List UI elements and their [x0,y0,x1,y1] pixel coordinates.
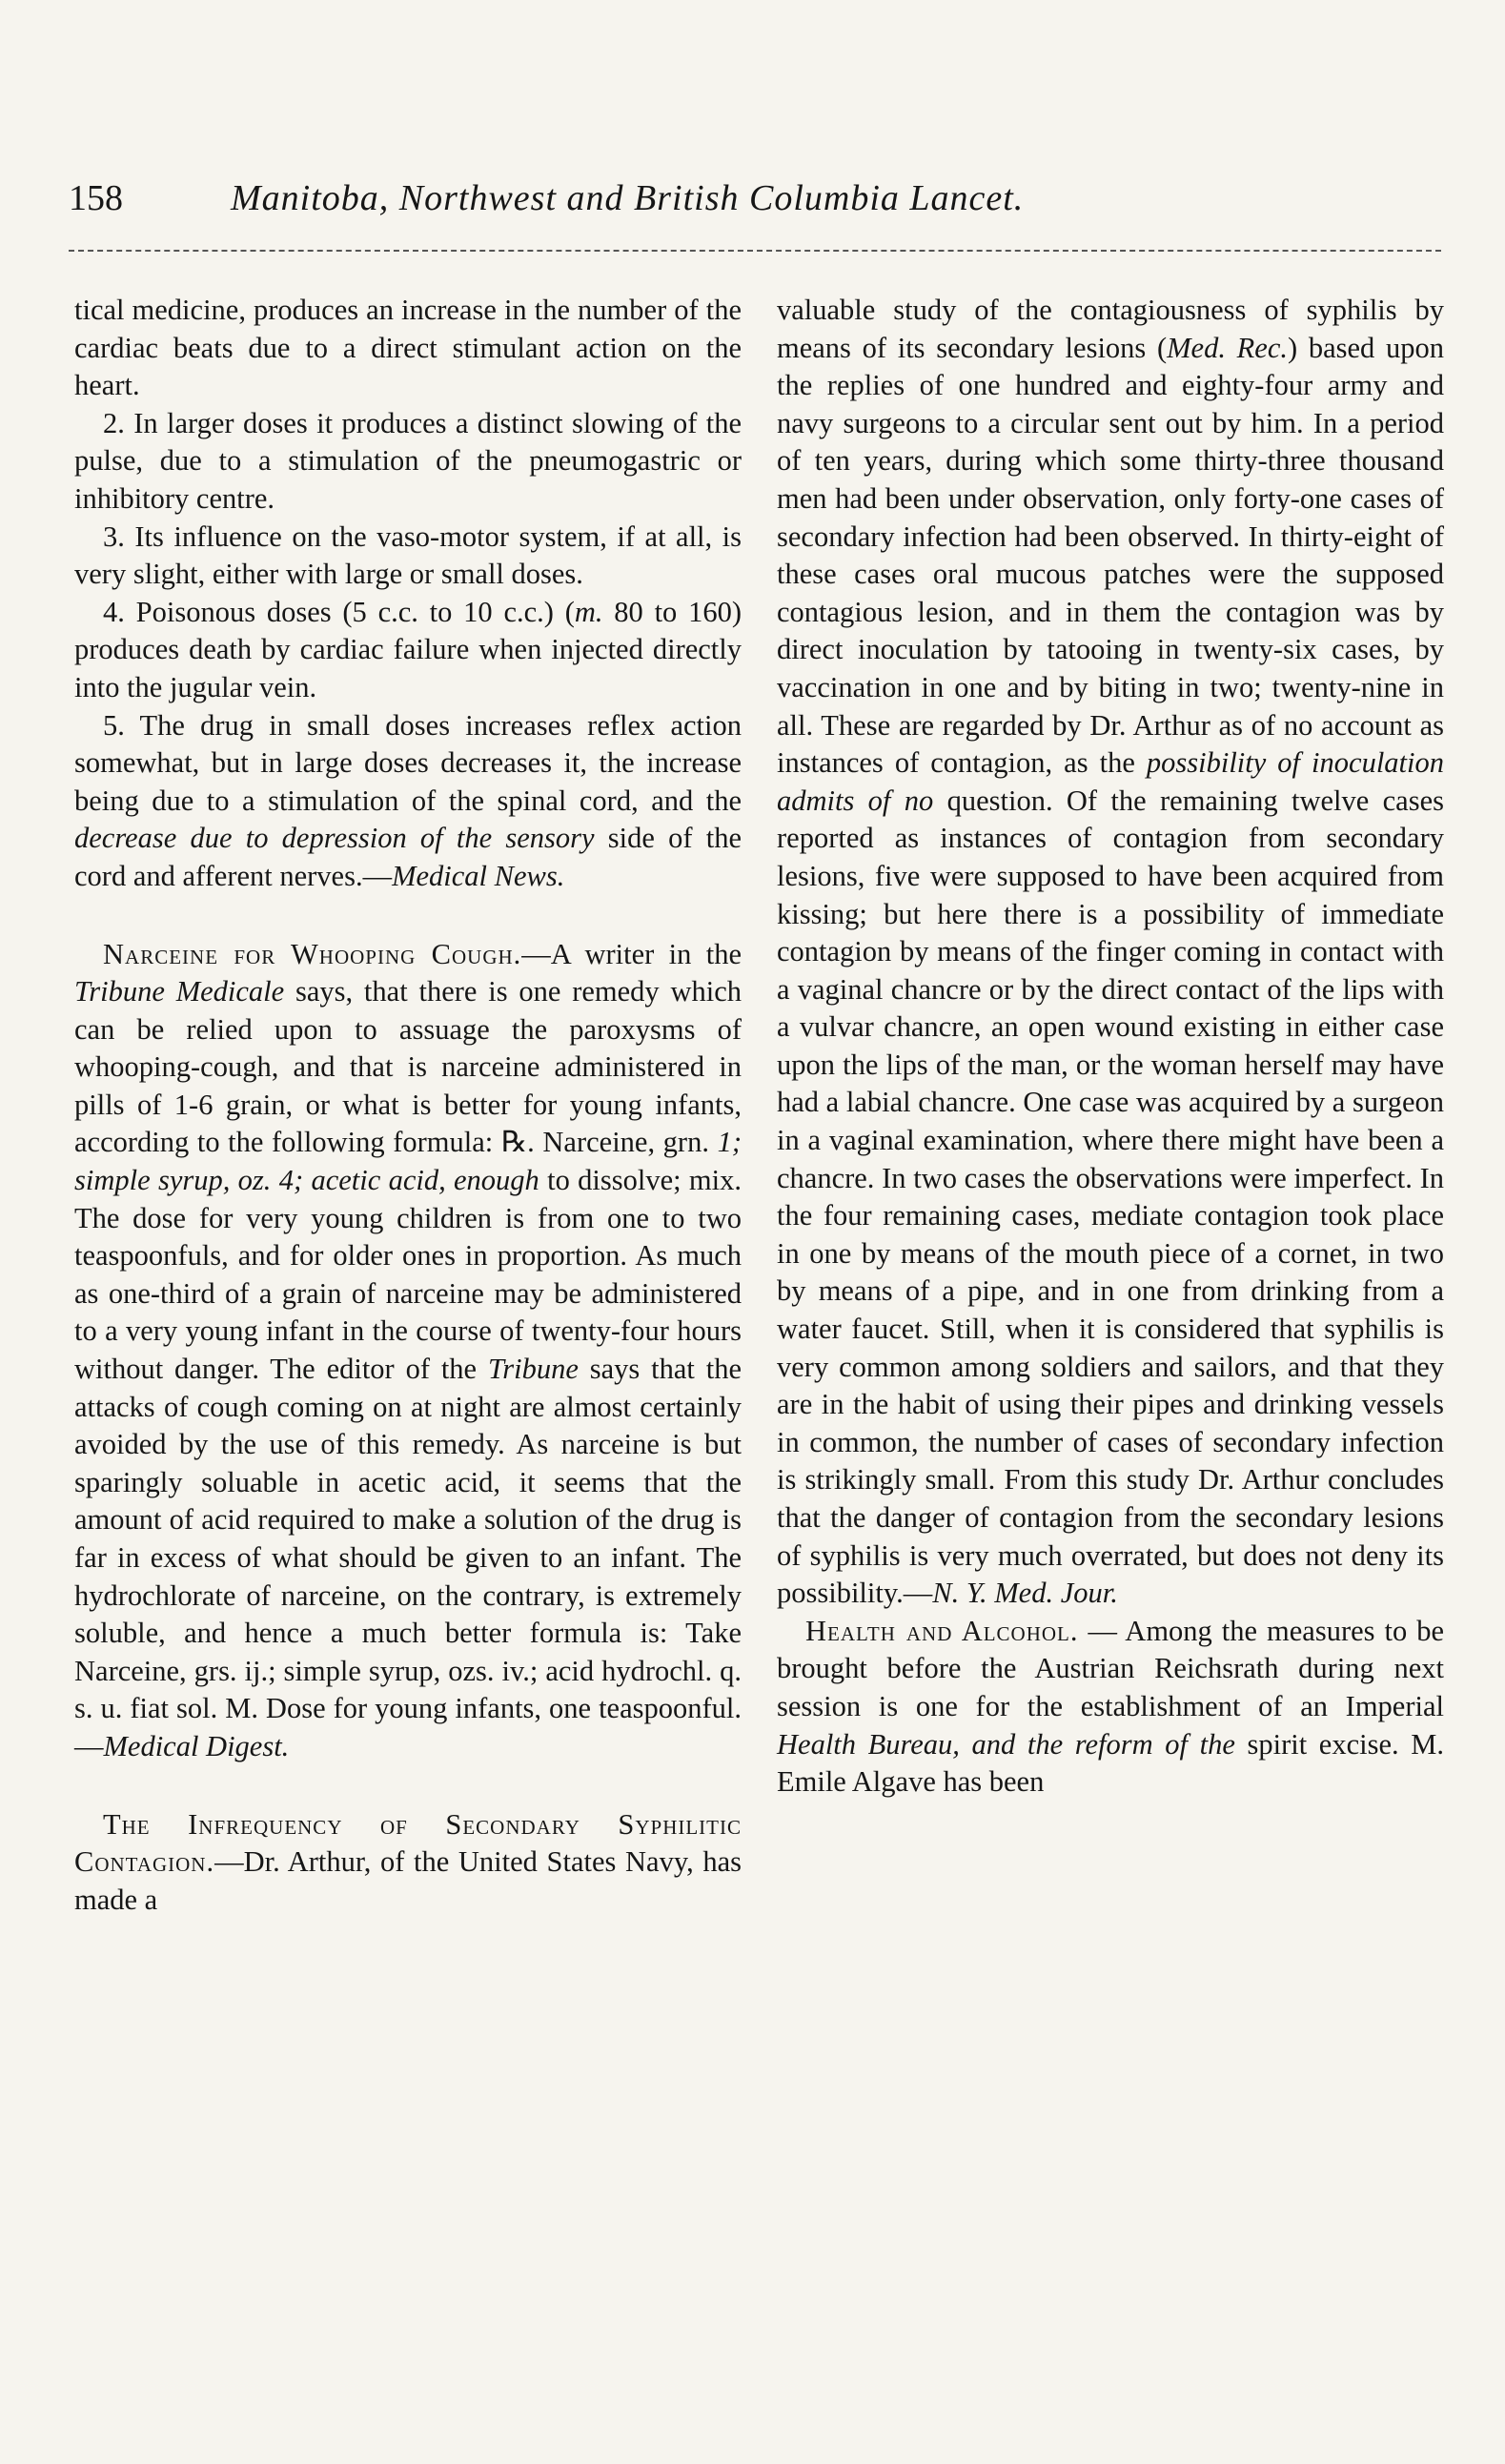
running-title: Manitoba, Northwest and British Columbia Lancet. [231,178,1025,218]
article-narceine: Narceine for Whooping Cough.—A writer in the Tribune Medicale says, that there is one remedy which can be relied upon to assuage the paroxysms of whooping-cough, and that is narceine administered in pills of 1-6 grain, or what is better for young infants, according to the following formula: ℞. Narceine, grn. 1; simple syrup, oz. 4; acetic acid, enough to dissolve; mix. The dose for very young children is from one to two teaspoonfuls, and for older ones in proportion. As much as one-third of a grain of narceine may be administered to a very young infant in the course of twenty-four hours without danger. The editor of the Tribune says that the attacks of cough coming on at night are almost certainly avoided by the use of this remedy. As narceine is but sparingly soluable in acetic acid, it seems that the amount of acid required to make a solution of the drug is far in excess of what should be given to an infant. The hydrochlorate of narceine, on the contrary, is extremely soluble, and hence a much better formula is: Take Narceine, grs. ij.; simple syrup, ozs. iv.; acid hydrochl. q. s. u. fiat sol. M. Dose for young infants, one teaspoonful.—Medical Digest. [74,937,742,1762]
article-health-alcohol: Health and Alcohol. — Among the measures to be brought before the Austrian Reichsrath during next session is one for the establishment of an Imperial Health Bureau, and the reform of the spirit excise. M. Emile Algave has been [777,1614,1444,1799]
article-heading: Health and Alcohol. [805,1614,1079,1647]
article-heading: The Infrequency of Secondary Syphilitic Contagion. [74,1807,742,1879]
source-citation: Medical Digest. [103,1729,290,1762]
page-number: 158 [69,178,123,218]
source-citation: N. Y. Med. Jour. [932,1577,1118,1610]
paragraph-item-4: 4. Poisonous doses (5 c.c. to 10 c.c.) (m. 80 to 160) produces death by cardiac failure when injected directly into the jugular vein. [74,595,742,703]
left-column [74,292,742,1919]
header-rule [69,250,1441,252]
paragraph-item-3: 3. Its influence on the vaso-motor system, if at all, is very slight, either with large or small doses. [74,519,742,591]
article-infrequency-continued: valuable study of the contagiousness of syphilis by means of its secondary lesions (Med. Rec.) based upon the replies of one hundred and eighty-four army and navy surgeons to a circular sent out by him. In a period of ten years, during which some thirty-three thousand men had been under observation, only forty-one cases of secondary infection had been observed. In thirty-eight of these cases oral mucous patches were the supposed contagious lesion, and in them the contagion was by direct inoculation by tatooing in twenty-six cases, by vaccination in one and by biting in two; twenty-nine in all. These are regarded by Dr. Arthur as of no account as instances of contagion, as the possibility of inoculation admits of no question. Of the remaining twelve cases reported as instances of contagion from secondary lesions, five were supposed to have been acquired from kissing; but here there is a possibility of immediate contagion by means of the finger coming in contact with a vaginal chancre or by the direct contact of the lips with a vulvar chancre, an open wound existing in either case upon the lips of the man, or the woman herself may have had a labial chancre. One case was acquired by a surgeon in a vaginal examination, where there might have been a chancre. In two cases the observations were imperfect. In the four remaining cases, mediate contagion took place in one by means of the mouth piece of a cornet, in two by means of a pipe, and in one from drinking from a water faucet. Still, when it is considered that syphilis is very common among soldiers and sailors, and that they are in the habit of using their pipes and drinking vessels in common, the number of cases of secondary infection is strikingly small. From this study Dr. Arthur concludes that the danger of contagion from the secondary lesions of syphilis is very much overrated, but does not deny its possibility.—N. Y. Med. Jour. [777,294,1444,1610]
paragraph-item-2: 2. In larger doses it produces a distinct slowing of the pulse, due to a stimulation of the pneumogastric or inhibitory centre. [74,406,742,515]
right-column [777,292,1444,1802]
paragraph-continued: tical medicine, produces an increase in the number of the cardiac beats due to a direct stimulant action on the heart. [74,294,742,402]
source-citation: Medical News. [392,859,565,892]
article-heading: Narceine for Whooping Cough. [103,937,522,970]
paragraph-item-5: 5. The drug in small doses increases reflex action somewhat, but in large doses decreases it, the increase being due to a stimulation of the spinal cord, and the decrease due to depression of the sensory side of the cord and afferent nerves.—Medical News. [74,708,742,892]
article-infrequency: The Infrequency of Secondary Syphilitic Contagion.—Dr. Arthur, of the United States Navy, has made a [74,1807,742,1916]
